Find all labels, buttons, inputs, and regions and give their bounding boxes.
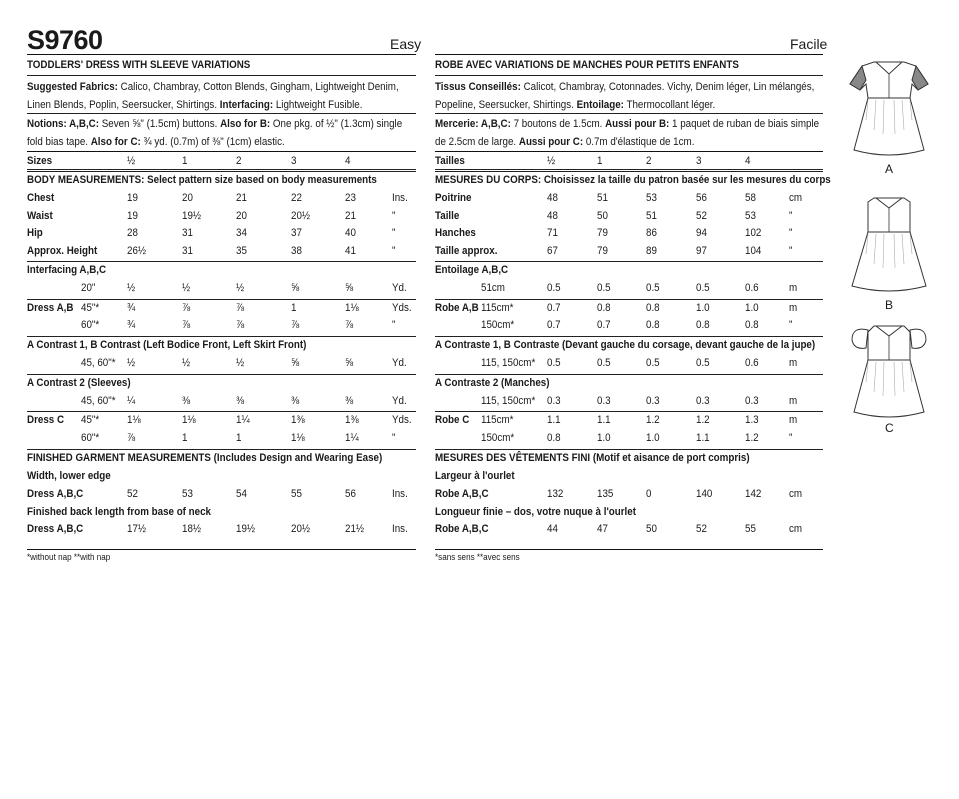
row-divider	[435, 449, 823, 450]
unit-label: m	[789, 357, 798, 369]
size-value: ⅝	[291, 357, 300, 369]
row-divider	[435, 411, 823, 412]
size-value: 0.6	[745, 357, 759, 369]
sizes-header: Tailles	[435, 155, 465, 167]
size-value: 56	[696, 192, 707, 204]
unit-label: "	[392, 319, 396, 331]
section-heading: MESURES DES VÊTEMENTS FINI (Motif et aisance de port compris)	[435, 452, 750, 464]
fabric-width: 115, 150cm*	[481, 357, 536, 369]
size-value: 0.5	[597, 282, 611, 294]
size-value: 31	[182, 227, 193, 239]
fabric-width: 45, 60"*	[81, 395, 116, 407]
size-value: ½	[236, 357, 245, 369]
unit-label: m	[789, 302, 798, 314]
size-value: 1.0	[745, 302, 759, 314]
view-c-label: C	[885, 421, 894, 435]
size-value: 1.3	[745, 414, 759, 426]
size-value: 0.3	[745, 395, 759, 407]
section-heading: A Contrast 1, B Contrast (Left Bodice Front, Left Skirt Front)	[27, 339, 307, 351]
size-value: 0.8	[547, 432, 561, 444]
unit-label: "	[789, 210, 793, 222]
fabric-width: 60"*	[81, 432, 100, 444]
row-divider	[27, 449, 416, 450]
size-value: 0.8	[646, 319, 660, 331]
size-value: 142	[745, 488, 762, 500]
row-label: Robe A,B	[435, 302, 479, 314]
size-value: 44	[547, 523, 558, 535]
size-value: ⅝	[291, 282, 300, 294]
size-value: 21½	[345, 523, 365, 535]
size-value: 1.2	[745, 432, 759, 444]
fabric-width: 115cm*	[481, 414, 514, 426]
size-value: ¾	[127, 319, 136, 331]
row-divider	[27, 171, 416, 172]
size-value: ½	[127, 357, 136, 369]
size-value: 0.5	[696, 357, 710, 369]
fabric-width: 115cm*	[481, 302, 514, 314]
size-value: 1¼	[345, 432, 359, 444]
size-value: ¾	[127, 302, 136, 314]
size-value: ½	[236, 282, 245, 294]
size-value: ⅜	[291, 395, 300, 407]
size-value: ¼	[127, 395, 136, 407]
size-value: ⅞	[127, 432, 136, 444]
size-value: 55	[291, 488, 302, 500]
size-value: 26½	[127, 245, 147, 257]
size-value: ½	[182, 357, 191, 369]
row-label: Dress A,B,C	[27, 488, 84, 500]
section-heading: FINISHED GARMENT MEASUREMENTS (Includes Design and Wearing Ease)	[27, 452, 383, 464]
size-value: 50	[646, 523, 657, 535]
size-value: ½	[182, 282, 191, 294]
size-value: 18½	[182, 523, 202, 535]
size-value: 20	[182, 192, 193, 204]
fabric-width: 45"*	[81, 414, 100, 426]
row-label: Dress A,B	[27, 302, 74, 314]
size-column-header: 3	[696, 155, 702, 167]
size-value: 51	[646, 210, 657, 222]
size-value: 67	[547, 245, 558, 257]
dress-view-c-illustration	[846, 322, 932, 422]
size-value: 1.2	[646, 414, 660, 426]
section-heading: A Contraste 1, B Contraste (Devant gauche du corsage, devant gauche de la jupe)	[435, 339, 816, 351]
fabric-width: 45"*	[81, 302, 100, 314]
size-value: 21	[236, 192, 247, 204]
size-value: ⅞	[236, 319, 245, 331]
fabric-width: 115, 150cm*	[481, 395, 536, 407]
size-value: 104	[745, 245, 762, 257]
size-value: 52	[696, 210, 707, 222]
unit-label: Ins.	[392, 523, 408, 535]
row-label: Dress C	[27, 414, 65, 426]
unit-label: Ins.	[392, 192, 408, 204]
size-column-header: ½	[127, 155, 136, 167]
size-value: 0.8	[696, 319, 710, 331]
size-value: 0.8	[745, 319, 759, 331]
size-value: 0.5	[547, 282, 561, 294]
size-value: 0.5	[597, 357, 611, 369]
unit-label: "	[392, 210, 396, 222]
size-column-header: 4	[745, 155, 751, 167]
section-heading: Longueur finie – dos, votre nuque à l'ourlet	[435, 506, 636, 518]
size-value: ⅞	[291, 319, 300, 331]
size-value: 94	[696, 227, 707, 239]
size-value: 0.3	[696, 395, 710, 407]
size-value: 20½	[291, 523, 311, 535]
row-label: Robe A,B,C	[435, 523, 489, 535]
size-column-header: 2	[646, 155, 652, 167]
pattern-code: S9760	[27, 25, 103, 55]
size-value: ⅜	[236, 395, 245, 407]
footnote-en: *without nap **with nap	[27, 552, 111, 562]
row-label: Robe A,B,C	[435, 488, 489, 500]
row-label: Taille approx.	[435, 245, 498, 257]
size-value: 132	[547, 488, 564, 500]
size-column-header: ½	[547, 155, 556, 167]
size-value: 23	[345, 192, 356, 204]
size-value: 1.0	[597, 432, 611, 444]
size-column-header: 1	[597, 155, 603, 167]
size-value: ½	[127, 282, 136, 294]
row-label: Waist	[27, 210, 53, 222]
unit-label: m	[789, 395, 798, 407]
size-value: 0	[646, 488, 652, 500]
size-value: 58	[745, 192, 756, 204]
size-value: 19	[127, 192, 138, 204]
unit-label: m	[789, 282, 798, 294]
row-label: Approx. Height	[27, 245, 98, 257]
size-value: 86	[646, 227, 657, 239]
size-value: 20	[236, 210, 247, 222]
section-heading: Entoilage A,B,C	[435, 264, 509, 276]
size-value: 0.3	[547, 395, 561, 407]
size-value: 1.0	[646, 432, 660, 444]
size-column-header: 4	[345, 155, 351, 167]
unit-label: Yds.	[392, 414, 412, 426]
size-value: ⅝	[345, 357, 354, 369]
fabric-width: 60"*	[81, 319, 100, 331]
size-value: ⅝	[345, 282, 354, 294]
section-heading: Interfacing A,B,C	[27, 264, 107, 276]
size-value: ⅞	[182, 319, 191, 331]
unit-label: "	[789, 227, 793, 239]
size-value: 0.5	[547, 357, 561, 369]
view-a-label: A	[885, 162, 894, 176]
fabrics-en: Suggested Fabrics: Calico, Chambray, Cotton Blends, Gingham, Lightweight Denim, Linen Blends, Poplin, Seersucker, Shirtings. Interfacing: Lightweight Fusible.	[27, 81, 399, 111]
row-label: Chest	[27, 192, 55, 204]
size-value: 1.0	[696, 302, 710, 314]
size-value: 79	[597, 245, 608, 257]
size-value: 34	[236, 227, 247, 239]
size-value: 28	[127, 227, 138, 239]
size-value: 0.3	[646, 395, 660, 407]
pattern-title-fr: ROBE AVEC VARIATIONS DE MANCHES POUR PETITS ENFANTS	[435, 59, 739, 71]
size-value: 0.5	[696, 282, 710, 294]
unit-label: "	[789, 319, 793, 331]
section-heading: Largeur à l'ourlet	[435, 470, 515, 482]
size-value: 40	[345, 227, 356, 239]
size-value: 48	[547, 210, 558, 222]
size-value: 20½	[291, 210, 311, 222]
size-value: ⅞	[182, 302, 191, 314]
size-value: 0.3	[597, 395, 611, 407]
row-divider	[27, 261, 416, 262]
size-value: 52	[127, 488, 138, 500]
size-value: 37	[291, 227, 302, 239]
size-value: ⅜	[182, 395, 191, 407]
size-value: 31	[182, 245, 193, 257]
size-value: 52	[696, 523, 707, 535]
size-value: 1⅜	[291, 414, 305, 426]
unit-label: Yds.	[392, 302, 412, 314]
size-value: 140	[696, 488, 713, 500]
size-value: 22	[291, 192, 302, 204]
size-value: 0.5	[646, 357, 660, 369]
size-column-header: 3	[291, 155, 297, 167]
unit-label: "	[392, 432, 396, 444]
size-value: 21	[345, 210, 356, 222]
size-value: 1⅛	[182, 414, 196, 426]
section-heading: A Contrast 2 (Sleeves)	[27, 377, 131, 389]
section-heading: Finished back length from base of neck	[27, 506, 211, 518]
pattern-title-en: TODDLERS' DRESS WITH SLEEVE VARIATIONS	[27, 59, 251, 71]
row-divider	[435, 374, 823, 375]
size-value: 1	[291, 302, 297, 314]
size-column-header: 1	[182, 155, 188, 167]
size-value: 1	[236, 432, 242, 444]
size-value: ⅜	[345, 395, 354, 407]
row-label: Poitrine	[435, 192, 472, 204]
unit-label: Ins.	[392, 488, 408, 500]
size-value: 53	[182, 488, 193, 500]
fabric-width: 150cm*	[481, 319, 515, 331]
size-value: 0.7	[547, 302, 561, 314]
unit-label: "	[392, 227, 396, 239]
size-value: 102	[745, 227, 762, 239]
size-value: 55	[745, 523, 756, 535]
size-value: 0.8	[646, 302, 660, 314]
row-divider	[27, 299, 416, 300]
dress-view-b-illustration	[848, 196, 930, 296]
size-value: 1.1	[696, 432, 710, 444]
unit-label: "	[789, 245, 793, 257]
notions-en: Notions: A,B,C: Seven ⅝" (1.5cm) buttons. Also for B: One pkg. of ½" (1.3cm) single fold bias tape. Also for C: ¾ yd. (0.7m) of ⅜" (1cm) elastic.	[27, 118, 403, 148]
size-value: 41	[345, 245, 356, 257]
unit-label: Yd.	[392, 282, 407, 294]
size-value: 1¼	[236, 414, 250, 426]
size-value: 0.8	[597, 302, 611, 314]
unit-label: cm	[789, 192, 803, 204]
fabric-width: 20"	[81, 282, 96, 294]
section-heading: BODY MEASUREMENTS: Select pattern size based on body measurements	[27, 174, 377, 186]
section-heading: MESURES DU CORPS: Choisissez la taille du patron basée sur les mesures du corps	[435, 174, 831, 186]
row-divider	[27, 336, 416, 337]
row-divider	[435, 171, 823, 172]
fabric-width: 51cm	[481, 282, 505, 294]
size-value: 50	[597, 210, 608, 222]
size-value: 0.6	[745, 282, 759, 294]
size-column-header: 2	[236, 155, 242, 167]
footnote-fr: *sans sens **avec sens	[435, 552, 520, 562]
row-divider	[435, 299, 823, 300]
size-value: 53	[646, 192, 657, 204]
size-value: 38	[291, 245, 302, 257]
fabrics-fr: Tissus Conseillés: Calicot, Chambray, Cotonnades. Vichy, Denim léger, Lin mélangés, Popeline, Seersucker, Shirtings. Entoilage: Thermocollant léger.	[435, 81, 815, 111]
fabric-width: 150cm*	[481, 432, 515, 444]
row-label: Hip	[27, 227, 43, 239]
size-value: 1⅛	[127, 414, 141, 426]
row-divider	[27, 374, 416, 375]
size-value: 54	[236, 488, 247, 500]
difficulty-level-fr: Facile	[790, 36, 828, 52]
difficulty-level-en: Easy	[390, 36, 422, 52]
size-value: ⅞	[345, 319, 354, 331]
size-value: 1⅛	[291, 432, 305, 444]
row-label: Robe C	[435, 414, 470, 426]
size-value: 0.5	[646, 282, 660, 294]
row-label: Dress A,B,C	[27, 523, 84, 535]
size-value: 1	[182, 432, 188, 444]
size-value: 53	[745, 210, 756, 222]
unit-label: cm	[789, 523, 803, 535]
size-value: ⅞	[236, 302, 245, 314]
unit-label: "	[789, 432, 793, 444]
sizes-header: Sizes	[27, 155, 53, 167]
notions-fr: Mercerie: A,B,C: 7 boutons de 1.5cm. Aussi pour B: 1 paquet de ruban de biais simple de 2.5cm de large. Aussi pour C: 0.7m d'élastique de 1cm.	[435, 118, 820, 148]
fabric-width: 45, 60"*	[81, 357, 116, 369]
size-value: 0.7	[597, 319, 611, 331]
size-value: 56	[345, 488, 356, 500]
view-b-label: B	[885, 298, 894, 312]
size-value: 97	[696, 245, 707, 257]
row-divider	[27, 411, 416, 412]
size-value: 89	[646, 245, 657, 257]
size-value: 51	[597, 192, 608, 204]
size-value: 71	[547, 227, 558, 239]
size-value: 1.1	[547, 414, 561, 426]
unit-label: m	[789, 414, 798, 426]
size-value: 79	[597, 227, 608, 239]
row-divider	[435, 261, 823, 262]
size-value: 47	[597, 523, 608, 535]
unit-label: Yd.	[392, 395, 407, 407]
size-value: 1.1	[597, 414, 611, 426]
size-value: 1⅜	[345, 414, 359, 426]
unit-label: cm	[789, 488, 803, 500]
section-heading: A Contraste 2 (Manches)	[435, 377, 550, 389]
size-value: 135	[597, 488, 614, 500]
section-heading: Width, lower edge	[27, 470, 111, 482]
row-divider	[435, 336, 823, 337]
size-value: 19½	[236, 523, 256, 535]
row-label: Taille	[435, 210, 460, 222]
size-value: 19	[127, 210, 138, 222]
size-value: 19½	[182, 210, 202, 222]
size-value: 17½	[127, 523, 147, 535]
row-label: Hanches	[435, 227, 476, 239]
size-value: 1⅛	[345, 302, 359, 314]
unit-label: Yd.	[392, 357, 407, 369]
unit-label: "	[392, 245, 396, 257]
size-value: 48	[547, 192, 558, 204]
size-value: 35	[236, 245, 247, 257]
size-value: 1.2	[696, 414, 710, 426]
dress-view-a-illustration	[846, 60, 932, 160]
size-value: 0.7	[547, 319, 561, 331]
